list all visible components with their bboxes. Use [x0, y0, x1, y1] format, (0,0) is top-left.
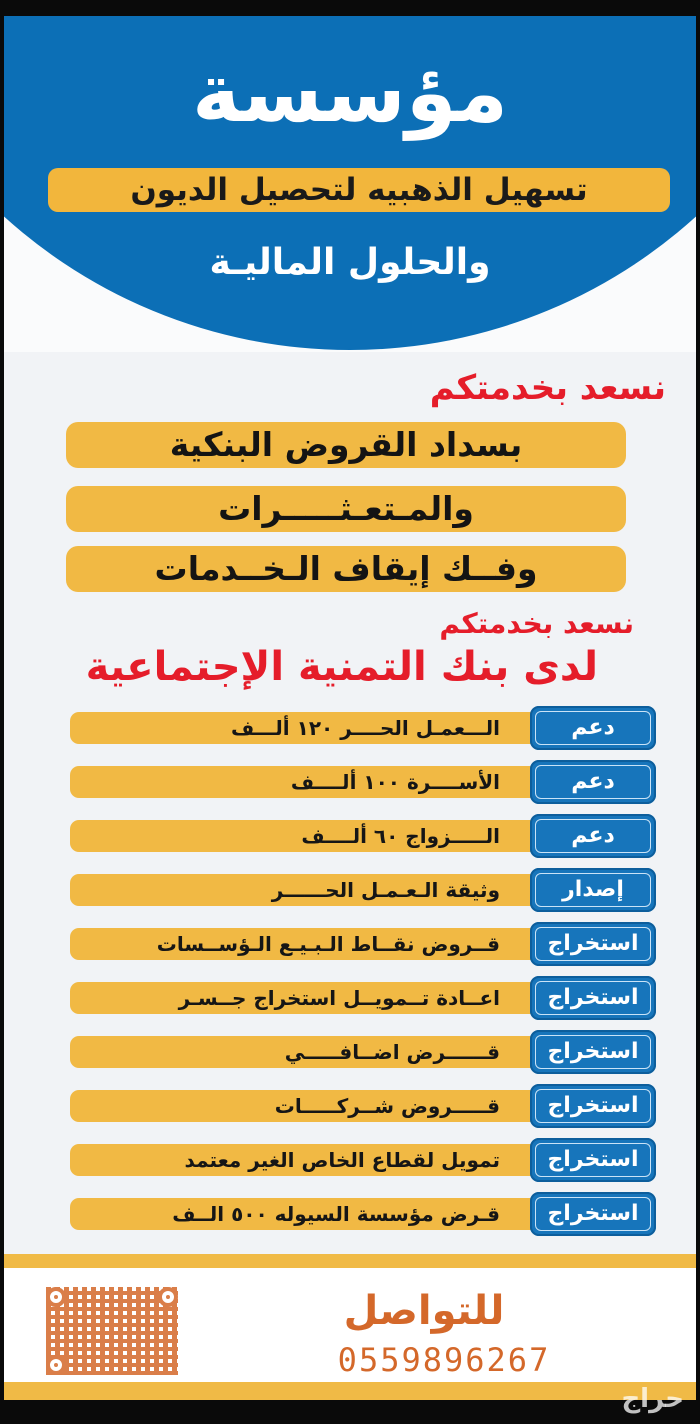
bank-service-label: قــــــرض اضــافـــــي: [70, 1036, 540, 1068]
company-tagline: والحلول الماليـة: [209, 242, 491, 283]
bank-service-row: [70, 814, 656, 860]
bank-service-badge: دعم: [530, 706, 656, 750]
bank-service-row: [70, 868, 656, 914]
bank-service-row: [70, 1084, 656, 1130]
haraj-watermark: حراج: [621, 1384, 684, 1414]
bank-service-label: الأســــرة ١٠٠ ألــــف: [70, 766, 540, 798]
hero-header: [4, 16, 696, 352]
bank-service-label: الـــعمـل الحــــر ١٢٠ ألـــف: [70, 712, 540, 744]
service-pill-defaults: والمـتعـثـــــرات: [66, 486, 626, 532]
bank-service-badge: إصدار: [530, 868, 656, 912]
service-pill-bank-loans: بسداد القروض البنكية: [66, 422, 626, 468]
qr-code-icon[interactable]: [46, 1287, 178, 1375]
bank-service-label: الـــــزواج ٦٠ ألــــف: [70, 820, 540, 852]
bank-service-row: [70, 1030, 656, 1076]
bank-title: لدى بنك التمنية الإجتماعية: [85, 644, 598, 690]
bank-service-label: اعــادة تــمويــل استخراج جــسـر: [70, 982, 540, 1014]
bank-service-row: [70, 706, 656, 752]
bank-service-row: [70, 922, 656, 968]
bank-service-row: [70, 1192, 656, 1238]
bank-service-badge: استخراج: [530, 1084, 656, 1128]
bank-service-row: [70, 1138, 656, 1184]
bank-service-row: [70, 976, 656, 1022]
poster: [4, 16, 696, 1400]
phone-number-1[interactable]: 0559896267: [337, 1341, 551, 1379]
bank-service-label: قـــــروض شــركـــــات: [70, 1090, 540, 1122]
service-pill-unblock-services: وفــك إيقاف الـخــدمات: [66, 546, 626, 592]
bank-service-badge: استخراج: [530, 1138, 656, 1182]
contact-title: للتواصل: [343, 1288, 505, 1334]
bank-service-label: قـرض مؤسسة السيوله ٥٠٠ الــف: [70, 1198, 540, 1230]
footer-band-bottom: [4, 1382, 696, 1400]
bank-service-badge: دعم: [530, 760, 656, 804]
contact-footer: [4, 1254, 696, 1400]
bank-service-badge: دعم: [530, 814, 656, 858]
company-subtitle: تسهيل الذهبيه لتحصيل الديون: [48, 168, 670, 212]
bank-service-row: [70, 760, 656, 806]
bank-service-badge: استخراج: [530, 1030, 656, 1074]
footer-band-top: [4, 1254, 696, 1268]
bank-service-badge: استخراج: [530, 922, 656, 966]
bank-service-badge: استخراج: [530, 1192, 656, 1236]
qr-finder-icon: [46, 1355, 66, 1375]
bank-service-badge: استخراج: [530, 976, 656, 1020]
serve-text-1: نسعد بخدمتكم: [429, 368, 666, 408]
bank-service-label: تمويل لقطاع الخاص الغير معتمد: [70, 1144, 540, 1176]
bank-service-label: قــروض نقــاط الـبـيـع الـؤســسات: [70, 928, 540, 960]
serve-text-2: نسعد بخدمتكم: [439, 607, 634, 640]
bank-service-label: وثيقة الـعـمـل الحــــــر: [70, 874, 540, 906]
company-title: مؤسسة: [192, 46, 508, 141]
qr-finder-icon: [158, 1287, 178, 1307]
qr-finder-icon: [46, 1287, 66, 1307]
